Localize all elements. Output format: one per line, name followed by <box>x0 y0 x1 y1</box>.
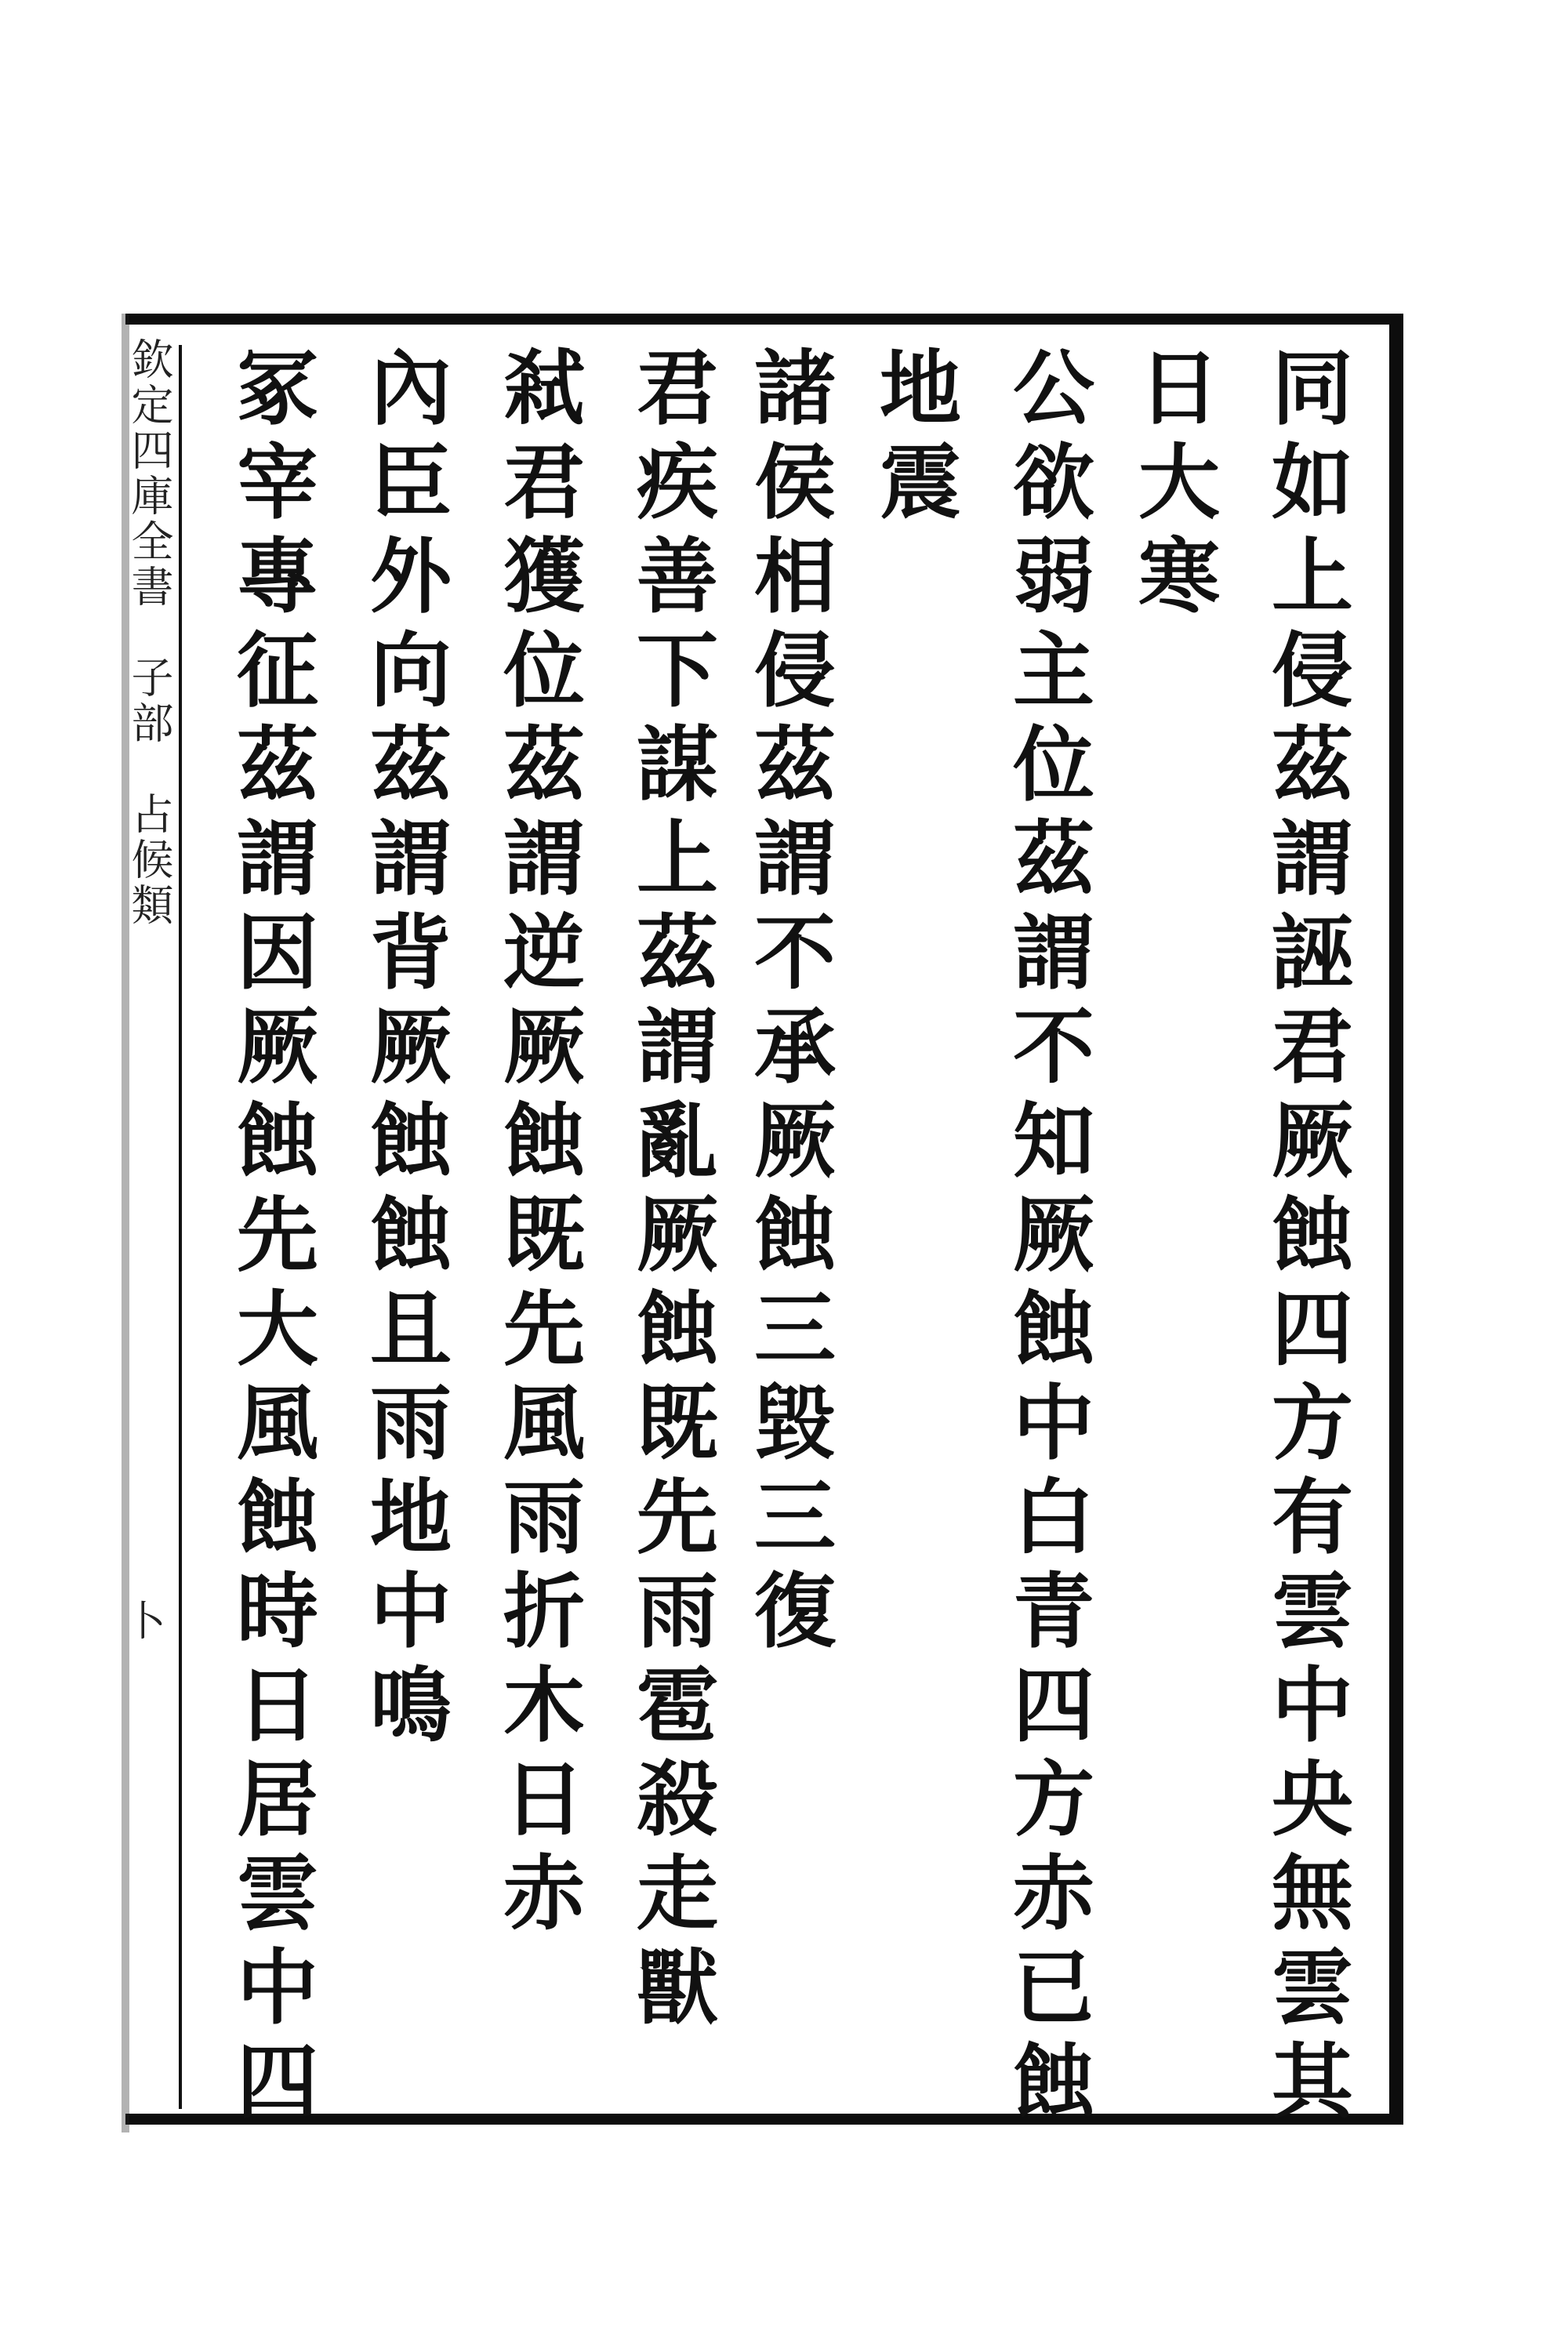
text-column-4: 地震 <box>866 345 962 533</box>
gutter-rule <box>179 345 182 2109</box>
text-column-8: 內臣外向茲謂背厥蝕蝕且雨地中鳴 <box>356 345 452 1756</box>
text-column-7: 弒君獲位茲謂逆厥蝕既先風雨折木日赤 <box>489 345 586 1944</box>
text-column-5: 諸侯相侵茲謂不承厥蝕三毀三復 <box>740 345 837 1662</box>
text-column-6: 君疾善下謀上茲謂亂厥蝕既先雨雹殺走獸 <box>622 345 719 2038</box>
text-column-2: 日大寒 <box>1124 345 1221 627</box>
text-column-3: 公欲弱主位茲謂不知厥蝕中白青四方赤已蝕 <box>999 345 1095 2132</box>
margin-page-mark: 卜 <box>118 1599 165 1640</box>
margin-title: 欽定四庫全書 子部 占候類 <box>125 337 174 928</box>
text-column-1: 同如上侵茲謂誣君厥蝕四方有雲中央無雲其 <box>1258 345 1354 2132</box>
text-column-9: 冢宰專征茲謂因厥蝕先大風蝕時日居雲中四 <box>223 345 319 2132</box>
